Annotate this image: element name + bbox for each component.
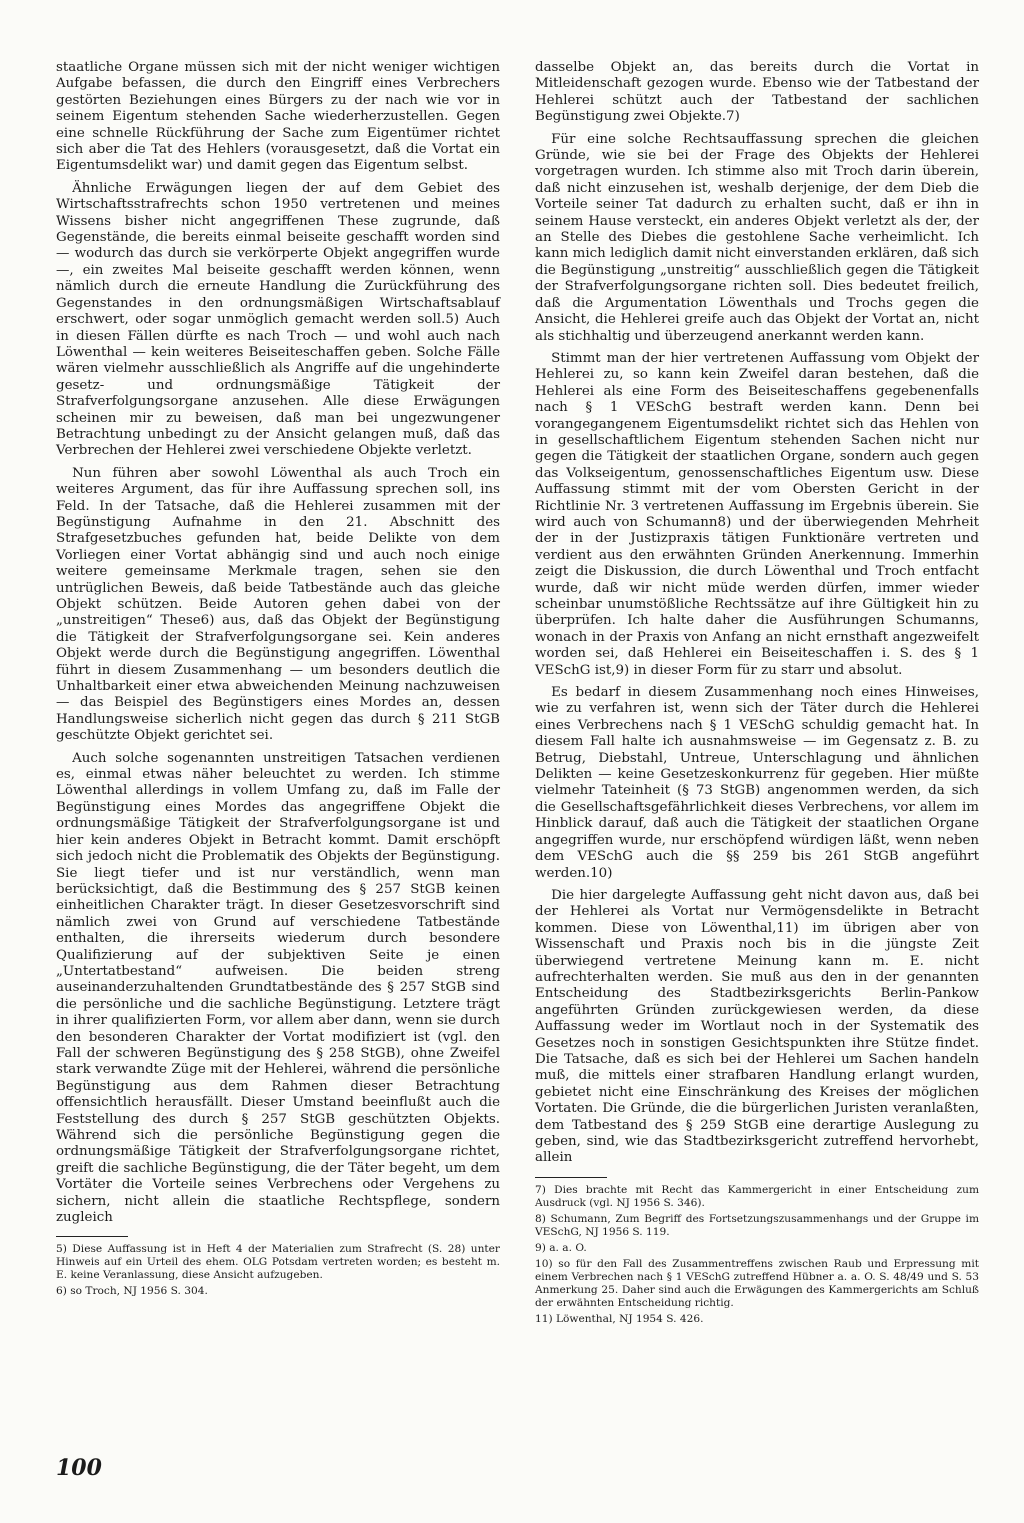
page-number: 100 [56, 1455, 102, 1481]
left-column [56, 60, 500, 1301]
footnote: 10) so für den Fall des Zusammentreffens zwischen Raub und Erpressung mit einem Verbrechen nach § 1 VESchG zutreffend Hübner a. a. O. S. 48/49 und S. 53 Anmerkung 25. Daher sind auch die Erwägungen des Kammergerichts am Schluß der erwähnten Entscheidung richtig. [535, 1257, 979, 1309]
paragraph: dasselbe Objekt an, das bereits durch die Vortat in Mitleidenschaft gezogen wurde. Ebenso wie der Tatbestand der Hehlerei schützt auch der Tatbestand der sachlichen Begünstigung zwei Objekte.7) [535, 60, 979, 125]
footnote: 9) a. a. O. [535, 1241, 587, 1254]
paragraph: Es bedarf in diesem Zusammenhang noch eines Hinweises, wie zu verfahren ist, wenn sich der Täter durch die Hehlerei eines Verbrechens nach § 1 VESchG schuldig gemacht hat. In diesem Fall halte ich ausnahmsweise — im Gegensatz z. B. zu Betrug, Diebstahl, Untreue, Unterschlagung und ähnlichen Delikten — keine Gesetzeskonkurrenz für gegeben. Hier müßte vielmehr Tateinheit (§ 73 StGB) angenommen werden, da sich die Gesellschaftsgefährlichkeit dieses Verbrechens, vor allem im Hinblick darauf, daß auch die Tätigkeit der staatlichen Organe angegriffen wurde, nur erschöpfend würdigen läßt, wenn neben dem VESchG auch die §§ 259 bis 261 StGB angeführt werden.10) [535, 685, 979, 881]
right-column [535, 60, 979, 1329]
paragraph: Die hier dargelegte Auffassung geht nicht davon aus, daß bei der Hehlerei als Vortat nur Vermögensdelikte in Betracht kommen. Diese von Löwenthal,11) im übrigen aber von Wissenschaft und Praxis noch bis in die jüngste Zeit überwiegend vertretene Meinung kann m. E. nicht aufrechterhalten werden. Sie muß aus den in der genannten Entscheidung des Stadtbezirksgerichts Berlin-Pankow angeführten Gründen zurückgewiesen werden, da diese Auffassung weder im Wortlaut noch in der Systematik des Gesetzes noch in sonstigen Gesichtspunkten ihre Stütze findet. Die Tatsache, daß es sich bei der Hehlerei um Sachen handeln muß, die mittels einer strafbaren Handlung erlangt wurden, gebietet nicht eine Einschränkung des Kreises der möglichen Vortaten. Die Gründe, die die bürgerlichen Juristen veranlaßten, dem Tatbestand des § 259 StGB eine derartige Auslegung zu geben, sind, wie das Stadtbezirksgericht zutreffend hervorhebt, allein [535, 887, 979, 1166]
footnote-divider [56, 1236, 128, 1237]
paragraph: staatliche Organe müssen sich mit der nicht weniger wichtigen Aufgabe befassen, die durch den Eingriff eines Verbrechers gestörten Beziehungen eines Bürgers zu der nach wie vor in seinem Eigentum stehenden Sache wiederherzustellen. Gegen eine schnelle Rückführung der Sache zum Eigentümer richtet sich aber die Tat des Hehlers (vorausgesetzt, daß die Vortat ein Eigentumsdelikt war) und damit gegen das Eigentum selbst. [56, 60, 500, 174]
footnote-divider [535, 1177, 607, 1178]
paragraph: Auch solche sogenannten unstreitigen Tatsachen verdienen es, einmal etwas näher beleuchtet zu werden. Ich stimme Löwenthal allerdings in vollem Umfang zu, daß im Falle der Begünstigung eines Mordes das angegriffene Objekt die ordnungsmäßige Tätigkeit der Strafverfolgungsorgane ist und hier kein anderes Objekt in Betracht kommt. Damit erschöpft sich jedoch nicht die Problematik des Objekts der Begünstigung. Sie liegt tiefer und ist nur verständlich, wenn man berücksichtigt, daß die Bestimmung des § 257 StGB keinen einheitlichen Charakter trägt. In dieser Gesetzesvorschrift sind nämlich zwei von Grund auf verschiedene Tatbestände enthalten, die ihrerseits wiederum durch besondere Qualifizierung auf der subjektiven Seite je einen „Untertatbestand“ aufweisen. Die beiden streng auseinanderzuhaltenden Grundtatbestände des § 257 StGB sind die persönliche und die sachliche Begünstigung. Letztere trägt in ihrer qualifizierten Form, vor allem aber dann, wenn sie durch den besonderen Charakter der Vortat modifiziert ist (vgl. den Fall der schweren Begünstigung des § 258 StGB), ohne Zweifel stark verwandte Züge mit der Hehlerei, während die persönliche Begünstigung aus dem Rahmen dieser Betrachtung offensichtlich herausfällt. Dieser Umstand beeinflußt auch die Feststellung des durch § 257 StGB geschützten Objekts. Während sich die persönliche Begünstigung gegen die ordnungsmäßige Tätigkeit der Strafverfolgungsorgane richtet, greift die sachliche Begünstigung, die der Täter begeht, um dem Vortäter die Vorteile seines Verbrechens oder Vergehens zu sichern, nicht allein die staatliche Rechtspflege, sondern zugleich [56, 750, 500, 1226]
footnote: 6) so Troch, NJ 1956 S. 304. [56, 1285, 208, 1298]
paragraph: Ähnliche Erwägungen liegen der auf dem Gebiet des Wirtschaftsstrafrechts schon 1950 vertretenen und meines Wissens bisher nicht angegriffenen These zugrunde, daß Gegenstände, die bereits einmal beiseite geschafft worden sind — wodurch das durch sie verkörperte Objekt angegriffen wurde —, ein zweites Mal beiseite geschafft werden können, wenn nämlich durch die erneute Handlung die Zurückführung des Gegenstandes in den ordnungsmäßigen Wirtschaftsablauf erschwert, oder sogar unmöglich gemacht werden soll.5) Auch in diesen Fällen dürfte es nach Troch — und wohl auch nach Löwenthal — kein weiteres Beiseiteschaffen geben. Solche Fälle wären vielmehr ausschließlich als Angriffe auf die ungehinderte gesetz- und ordnungsmäßige Tätigkeit der Strafverfolgungsorgane anzusehen. Alle diese Erwägungen scheinen mir zu beweisen, daß man bei ungezwungener Betrachtung unbedingt zu der Ansicht gelangen muß, daß das Verbrechen der Hehlerei zwei verschiedene Objekte verletzt. [56, 180, 500, 459]
paragraph: Nun führen aber sowohl Löwenthal als auch Troch ein weiteres Argument, das für ihre Auffassung sprechen soll, ins Feld. In der Tatsache, daß die Hehlerei zusammen mit der Begünstigung Aufnahme in den 21. Abschnitt des Strafgesetzbuches gefunden hat, beide Delikte von dem Vorliegen einer Vortat abhängig sind und auch noch einige weitere gemeinsame Merkmale tragen, sehen sie den untrüglichen Beweis, daß beide Tatbestände auch das gleiche Objekt schützen. Beide Autoren gehen dabei von der „unstreitigen“ These6) aus, daß das Objekt der Begünstigung die Tätigkeit der Strafverfolgungsorgane sei. Kein anderes Objekt werde durch die Begünstigung angegriffen. Löwenthal führt in diesem Zusammenhang — um besonders deutlich die Unhaltbarkeit einer etwa abweichenden Meinung nachzuweisen — das Beispiel des Begünstigers eines Mordes an, dessen Handlungsweise sicherlich nicht gegen das durch § 211 StGB geschützte Objekt gerichtet sei. [56, 465, 500, 744]
footnote: 8) Schumann, Zum Begriff des Fortsetzungszusammenhangs und der Gruppe im VESchG, NJ 1956 S. 119. [535, 1212, 979, 1238]
footnote: 7) Dies brachte mit Recht das Kammergericht in einer Entscheidung zum Ausdruck (vgl. NJ 1956 S. 346). [535, 1183, 979, 1209]
footnote: 11) Löwenthal, NJ 1954 S. 426. [535, 1312, 704, 1325]
footnote: 5) Diese Auffassung ist in Heft 4 der Materialien zum Strafrecht (S. 28) unter Hinweis auf ein Urteil des ehem. OLG Potsdam vertreten worden; es besteht m. E. keine Veranlassung, diese Ansicht aufzugeben. [56, 1243, 500, 1282]
paragraph: Stimmt man der hier vertretenen Auffassung vom Objekt der Hehlerei zu, so kann kein Zweifel daran bestehen, daß die Hehlerei als eine Form des Beiseiteschaffens gegebenenfalls nach § 1 VESchG bestraft werden kann. Denn bei vorangegangenem Eigentumsdelikt richtet sich das Hehlen von in gesellschaftlichem Eigentum stehenden Sachen nicht nur gegen die Tätigkeit der staatlichen Organe, sondern auch gegen das Volkseigentum, genossenschaftliches Eigentum usw. Diese Auffassung stimmt mit der vom Obersten Gericht in der Richtlinie Nr. 3 vertretenen Auffassung im Ergebnis überein. Sie wird auch von Schumann8) und der überwiegenden Mehrheit der in der Justizpraxis tätigen Funktionäre vertreten und verdient aus den erwähnten Gründen Anerkennung. Immerhin zeigt die Diskussion, die durch Löwenthal und Troch entfacht wurde, daß wir nicht müde werden dürfen, immer wieder scheinbar unumstößliche Rechtssätze auf ihre Gültigkeit hin zu überprüfen. Ich halte daher die Ausführungen Schumanns, wonach in der Praxis von Anfang an nicht ernsthaft angezweifelt worden sei, daß Hehlerei ein Beiseiteschaffen i. S. des § 1 VESchG ist,9) in dieser Form für zu starr und absolut. [535, 350, 979, 678]
paragraph: Für eine solche Rechtsauffassung sprechen die gleichen Gründe, wie sie bei der Frage des Objekts der Hehlerei vorgetragen wurden. Ich stimme also mit Troch darin überein, daß nicht einzusehen ist, weshalb derjenige, der dem Dieb die Vorteile seiner Tat dadurch zu erhalten sucht, daß er ihn in seinem Hause versteckt, ein anderes Objekt verletzt als der, der an Stelle des Diebes die gestohlene Sache verheimlicht. Ich kann mich lediglich damit nicht einverstanden erklären, daß sich die Begünstigung „unstreitig“ ausschließlich gegen die Tätigkeit der Strafverfolgungsorgane richten soll. Dies bedeutet freilich, daß die Argumentation Löwenthals und Trochs gegen die Ansicht, die Hehlerei greife auch das Objekt der Vortat an, nicht als stichhaltig und überzeugend anerkannt werden kann. [535, 131, 979, 344]
